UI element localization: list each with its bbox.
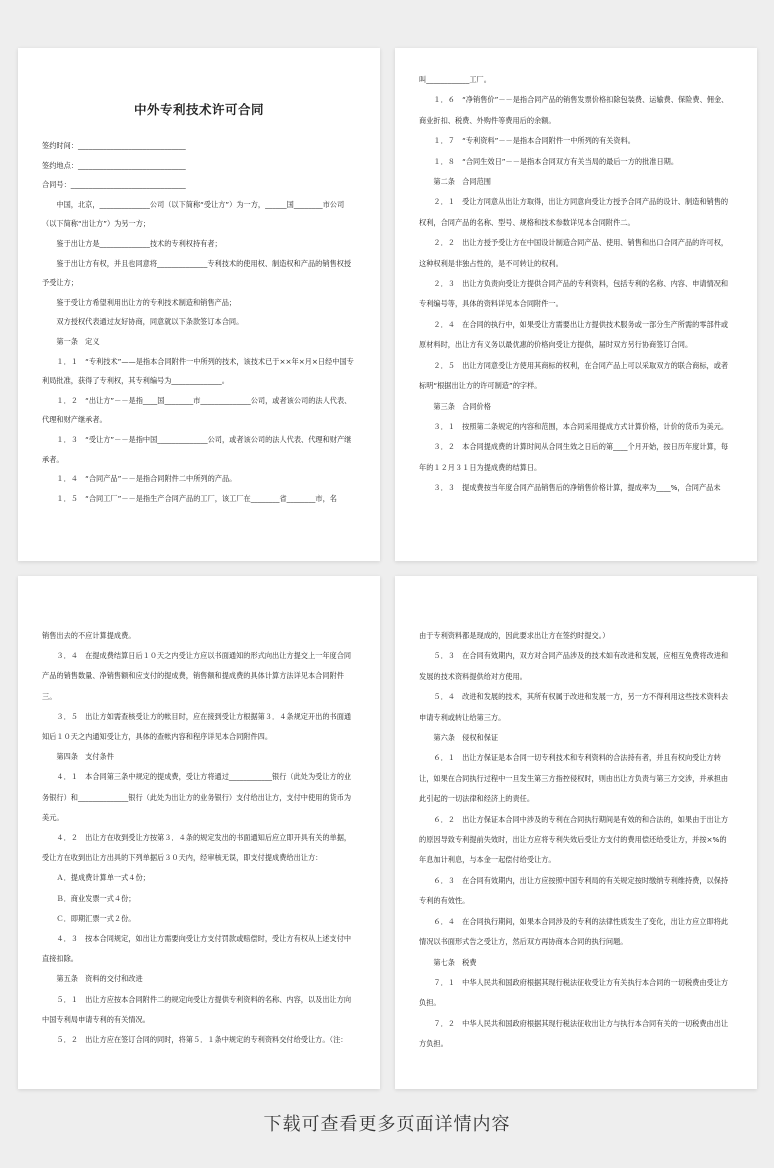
- paragraph: 中国，北京，______________公司（以下简称“受让方”）为一方，______国________市公司（以下简称“出让方”）为另一方；: [42, 199, 345, 229]
- paragraph: ４．３ 按本合同规定，如出让方需要向受让方支付罚款或赔偿时，受让方有权从上述支付中直接扣除。: [42, 934, 352, 964]
- contract-title: 中外专利技术许可合同: [133, 102, 264, 117]
- paragraph: ７．２ 中华人民共和国政府根据其现行税法征收出让方与执行本合同有关的一切税费由出让方负担。: [419, 1018, 729, 1049]
- document-page-4: [395, 576, 757, 1089]
- paragraph: １．８ “合同生效日”－－是指本合同双方有关当局的最后一方的批准日期。: [433, 156, 679, 166]
- paragraph: ２．３ 出让方负责向受让方提供合同产品的专利资料，包括专利的名称、内容、申请情况和专利编号等，具体的资料详见本合同附件一。: [419, 279, 729, 309]
- paragraph: 鉴于受让方希望利用出让方的专利技术制造和销售产品；: [56, 297, 237, 307]
- section-heading: 第三条 合同价格: [433, 401, 491, 411]
- paragraph: ７．１ 中华人民共和国政府根据其现行税法征收受让方有关执行本合同的一切税费由受让方负担。: [419, 977, 729, 1008]
- paragraph: １．４ “合同产品”－－是指合同附件二中所列的产品。: [56, 474, 237, 484]
- paragraph: ３．４ 在提成费结算日后１０天之内受让方应以书面通知的形式向出让方提交上一年度合同产品的销售数量、净销售额和应支付的提成费，销售额和提成费的具体计算方法详见本合同附件三。: [42, 651, 352, 701]
- document-page-3: [18, 576, 380, 1089]
- section-heading: 第四条 支付条件: [56, 752, 114, 762]
- paragraph: ５．２ 出让方应在签订合同的同时，将第５．１条中规定的专利资料交付给受让方。（注：: [56, 1035, 348, 1045]
- download-more-caption: 下载可查看更多页面详情内容: [263, 1114, 511, 1135]
- list-item: Ｃ．即期汇票一式２份。: [56, 913, 136, 923]
- paragraph: ６．３ 在合同有效期内，出让方应按照中国专利局的有关规定按时缴纳专利维持费，以保持专利的有效性。: [419, 875, 729, 906]
- paragraph: １．３ “受让方”－－是指中国______________公司，或者该公司的法人代表、代理和财产继承者。: [42, 434, 352, 464]
- section-heading: 第一条 定义: [56, 336, 100, 346]
- paragraph: 鉴于出让方是______________技术的专利权持有者；: [56, 238, 222, 248]
- section-heading: 第七条 税费: [433, 957, 477, 967]
- paragraph: ６．２ 出让方保证本合同中涉及的专利在合同执行期间是有效的和合法的，如果由于出让方的原因导致专利提前失效时，出让方应将专利失效后受让方支付的费用偿还给受让方，并按×%的年息加计利息，与本金一起偿付给受让方。: [419, 814, 729, 865]
- paragraph: １．７ “专利资料”－－是指本合同附件一中所列的有关资料。: [433, 136, 635, 146]
- section-heading: 第五条 资料的交付和改进: [56, 974, 143, 984]
- paragraph: ２．２ 出让方授予受让方在中国设计制造合同产品、使用、销售和出口合同产品的许可权，这种权利是非独占性的，是不可转让的权利。: [419, 238, 729, 268]
- paragraph: 合同号：________________________________: [42, 180, 186, 190]
- document-page-2: [395, 48, 757, 561]
- paragraph: １．５ “合同工厂”－－是指生产合同产品的工厂，该工厂在________省________市，名: [56, 493, 337, 503]
- paragraph: 签约地点：______________________________: [42, 160, 186, 170]
- paragraph: 叫____________工厂。: [419, 75, 491, 84]
- paragraph: ６．１ 出让方保证是本合同一切专利技术和专利资料的合法持有者，并且有权向受让方转让，如果在合同执行过程中一旦发生第三方指控侵权时，则由出让方负责与第三方交涉，并承担由此引起的一切法律和经济上的责任。: [419, 753, 729, 804]
- paragraph: ２．５ 出让方同意受让方使用其商标的权利，在合同产品上可以采取双方的联合商标，或者标明“根据出让方的许可制造”的字样。: [419, 360, 729, 391]
- paragraph: 双方授权代表通过友好协商，同意就以下条款签订本合同。: [56, 317, 244, 327]
- paragraph: １．６ “净销售价”－－是指合同产品的销售发票价格扣除包装费、运输费、保险费、佣金、商业折扣、税费、外购件等费用后的余额。: [419, 95, 729, 125]
- paragraph: ２．４ 在合同的执行中，如果受让方需要出让方提供技术服务或一部分生产所需的零部件或原材料时，出让方有义务以最优惠的价格向受让方提供，届时双方另行协商签订合同。: [419, 319, 729, 350]
- paragraph: 由于专利资料都是现成的，因此要求出让方在签约时提交。）: [419, 631, 610, 640]
- paragraph: 鉴于出让方有权，并且也同意将______________专利技术的使用权、制造权和产品的销售权授予受让方；: [42, 258, 352, 288]
- document-page-1: [18, 48, 380, 561]
- section-heading: 第六条 侵权和保证: [433, 733, 499, 743]
- paragraph: １．２ “出让方”－－是指____国________市______________公司，或者该公司的法人代表、代理和财产继承者。: [42, 395, 352, 425]
- paragraph: ３．１ 按照第二条规定的内容和范围，本合同采用提成方式计算价格，计价的货币为美元。: [433, 421, 729, 431]
- paragraph: ４．２ 出让方在收到受让方按第３．４条的规定发出的书面通知后应立即开具有关的单据，受让方在收到出让方出具的下列单据后３０天内，经审核无误，即支付提成费给出让方：: [42, 833, 352, 863]
- paragraph: ５．４ 改进和发展的技术，其所有权属于改进和发展一方，另一方不得利用这些技术资料去申请专利或转让给第三方。: [419, 692, 729, 722]
- paragraph: ４．１ 本合同第三条中规定的提成费，受让方将通过____________银行（此处为受让方的业务银行）和______________银行（此处为出让方的业务银行）支付给出让方，支付中使用的货币为美元。: [42, 772, 352, 822]
- paragraph: １．１ “专利技术”——是指本合同附件一中所列的技术，该技术已于××年×月×日经中国专利局批准，获得了专利权，其专利编号为______________。: [42, 356, 354, 386]
- paragraph: ３．５ 出让方如需查核受让方的帐目时，应在接到受让方根据第３．４条规定开出的书面通知后１０天之内通知受让方，具体的查帐内容和程序详见本合同附件四。: [42, 711, 352, 742]
- paragraph: ６．４ 在合同执行期间，如果本合同涉及的专利的法律性质发生了变化，出让方应立即将此情况以书面形式告之受让方，然后双方再协商本合同的执行问题。: [419, 916, 729, 947]
- paragraph: ３．２ 本合同提成费的计算时间从合同生效之日后的第____个月开始，按日历年度计算，每年的１２月３１日为提成费的结算日。: [419, 442, 729, 472]
- paragraph: ５．３ 在合同有效期内，双方对合同产品涉及的技术如有改进和发展，应相互免费将改进和发展的技术资料提供给对方使用。: [419, 651, 729, 681]
- list-item: Ｂ．商业发票一式４份；: [56, 893, 136, 903]
- paragraph: ２．１ 受让方同意从出让方取得，出让方同意向受让方授予合同产品的设计、制造和销售的权利，合同产品的名称、型号、规格和技术参数详见本合同附件二。: [419, 197, 729, 227]
- paragraph: 签约时间：______________________________: [42, 141, 186, 150]
- paragraph: 销售出去的不应计算提成费。: [42, 631, 136, 640]
- paragraph: ５．１ 出让方应按本合同附件二的规定向受让方提供专利资料的名称、内容，以及出让方向中国专利局申请专利的有关情况。: [42, 994, 352, 1024]
- list-item: Ａ．提成费计算单一式４份；: [56, 873, 150, 883]
- paragraph: ３．３ 提成费按当年度合同产品销售后的净销售价格计算，提成率为____%，合同产品未: [433, 483, 721, 493]
- section-heading: 第二条 合同范围: [433, 177, 491, 187]
